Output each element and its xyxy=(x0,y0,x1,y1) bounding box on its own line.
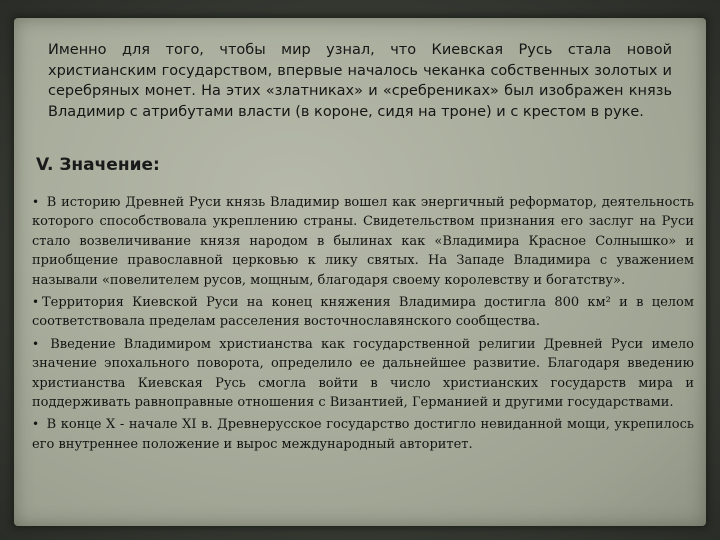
bullet-icon: • xyxy=(32,417,40,432)
list-item-text: В историю Древней Руси князь Владимир вошел как энергичный реформатор, деятельность которого способствовала укреплению страны. Свидетельством признания его заслуг на Руси стало возвеличивание князя народом в былинах как «Владимира Красное Солнышко» и приобщение православной церковью к лику святых. На Западе Владимира с уважением называли «повелителем русов, мощным, благодаря своему королевству и богатству». xyxy=(32,195,694,288)
list-item xyxy=(32,193,694,290)
intro-paragraph: Именно для того, чтобы мир узнал, что Киевская Русь стала новой христианским государством, впервые началось чеканка собственных золотых и серебряных монет. На этих «златниках» и «сребрениках» был изображен князь Владимир с атрибутами власти (в короне, сидя на троне) и с крестом в руке. xyxy=(48,42,672,120)
list-item-text: Введение Владимиром христианства как государственной религии Древней Руси имело значение эпохального поворота, определило ее дальнейшее развитие. Благодаря введению христианства Киевская Русь смогла войти в число христианских государств мира и поддерживать равноправные отношения с Византией, Германией и другими государствами. xyxy=(32,336,694,411)
list-item-text: Территория Киевской Руси на конец княжения Владимира достигла 800 км² и в целом соответствовала пределам расселения восточнославянского сообщества. xyxy=(32,295,694,330)
bullet-icon: • xyxy=(32,195,40,209)
list-item xyxy=(32,415,694,454)
bullet-icon: • xyxy=(32,336,40,351)
list-item-text: В конце X - начале XI в. Древнерусское государство достигло невиданной мощи, укрепилось его внутреннее положение и вырос международный авторитет. xyxy=(32,417,694,452)
significance-list xyxy=(32,193,694,457)
list-item xyxy=(32,335,694,413)
section-heading: V. Значение: xyxy=(36,155,160,175)
list-item xyxy=(32,293,694,332)
bullet-icon: • xyxy=(32,295,40,310)
